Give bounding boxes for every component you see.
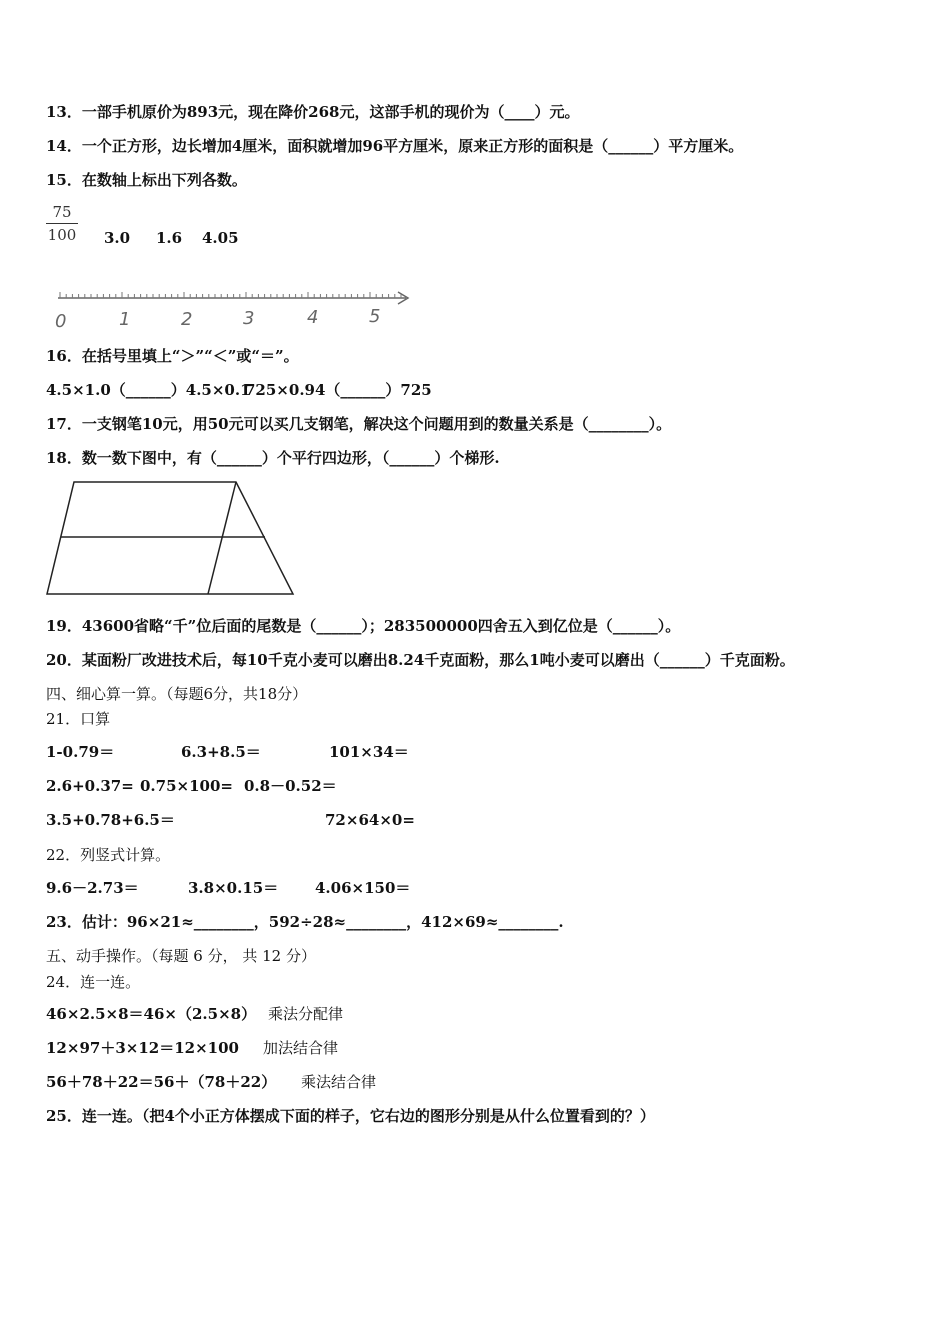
calc-4: 2.6+0.37=: [46, 777, 134, 795]
vertical-calc-2: 3.8×0.15＝: [188, 879, 279, 897]
question-15: 15．在数轴上标出下列各数。: [46, 171, 247, 189]
axis-label-0: 0: [55, 311, 67, 332]
match-left-2: 12×97＋3×12＝12×100: [46, 1039, 239, 1057]
axis-label-2: 2: [181, 309, 193, 330]
fraction: [46, 203, 78, 244]
compare-expr-2: 725×0.94（______）725: [245, 381, 432, 399]
question-20: 20．某面粉厂改进技术后，每10千克小麦可以磨出8.24千克面粉，那么1吨小麦可以磨出（______）千克面粉。: [46, 651, 795, 669]
calc-3: 101×34＝: [329, 743, 409, 761]
fraction-denominator: 100: [47, 226, 77, 244]
question-22-title: 22．列竖式计算。: [46, 846, 171, 864]
vertical-calc-1: 9.6－2.73＝: [46, 879, 139, 897]
compare-expr-1: 4.5×1.0（______）4.5×0.1: [46, 381, 251, 399]
question-21-title: 21．口算: [46, 710, 111, 728]
calc-5: 0.75×100=: [140, 777, 233, 795]
calc-2: 6.3+8.5＝: [181, 743, 261, 761]
axis-label-5: 5: [369, 306, 381, 327]
question-18: 18．数一数下图中，有（______）个平行四边形，（______）个梯形.: [46, 449, 500, 467]
vertical-calc-3: 4.06×150＝: [315, 879, 411, 897]
question-16: 16．在括号里填上“＞”“＜”或“＝”。: [46, 347, 299, 365]
axis-label-1: 1: [119, 309, 131, 330]
question-14: 14．一个正方形，边长增加4厘米，面积就增加96平方厘米，原来正方形的面积是（______）平方厘米。: [46, 137, 744, 155]
number-3: 4.05: [202, 229, 239, 247]
number-1: 3.0: [104, 229, 131, 247]
calc-1: 1-0.79＝: [46, 743, 115, 761]
axis-label-4: 4: [307, 307, 319, 328]
question-23: 23．估计：96×21≈________，592÷28≈________，412×69≈________.: [46, 913, 564, 931]
calc-6: 0.8－0.52＝: [244, 777, 337, 795]
fraction-numerator: 75: [46, 203, 78, 224]
axis-label-3: 3: [243, 308, 255, 329]
match-left-3: 56＋78＋22＝56＋（78＋22）: [46, 1073, 277, 1091]
calc-8: 72×64×0=: [325, 811, 415, 829]
section-5-heading: 五、动手操作。（每题 6 分， 共 12 分）: [46, 947, 316, 965]
question-13: 13．一部手机原价为893元，现在降价268元，这部手机的现价为（____）元。: [46, 103, 580, 121]
number-2: 1.6: [156, 229, 183, 247]
question-17: 17．一支钢笔10元，用50元可以买几支钢笔，解决这个问题用到的数量关系是（________）。: [46, 415, 672, 433]
question-19: 19．43600省略“千”位后面的尾数是（______）；283500000四舍五入到亿位是（______）。: [46, 617, 681, 635]
question-24-title: 24．连一连。: [46, 973, 141, 991]
calc-7: 3.5+0.78+6.5＝: [46, 811, 175, 829]
question-25: 25．连一连。（把4个小正方体摆成下面的样子，它右边的图形分别是从什么位置看到的？）: [46, 1107, 655, 1125]
number-line: [50, 284, 430, 334]
section-4-heading: 四、细心算一算。（每题6分，共18分）: [46, 685, 308, 703]
match-right-3: 乘法结合律: [301, 1073, 377, 1091]
match-right-1: 乘法分配律: [268, 1005, 344, 1023]
trapezoid-figure: [44, 480, 304, 600]
match-left-1: 46×2.5×8＝46×（2.5×8）: [46, 1005, 257, 1023]
match-right-2: 加法结合律: [263, 1039, 339, 1057]
